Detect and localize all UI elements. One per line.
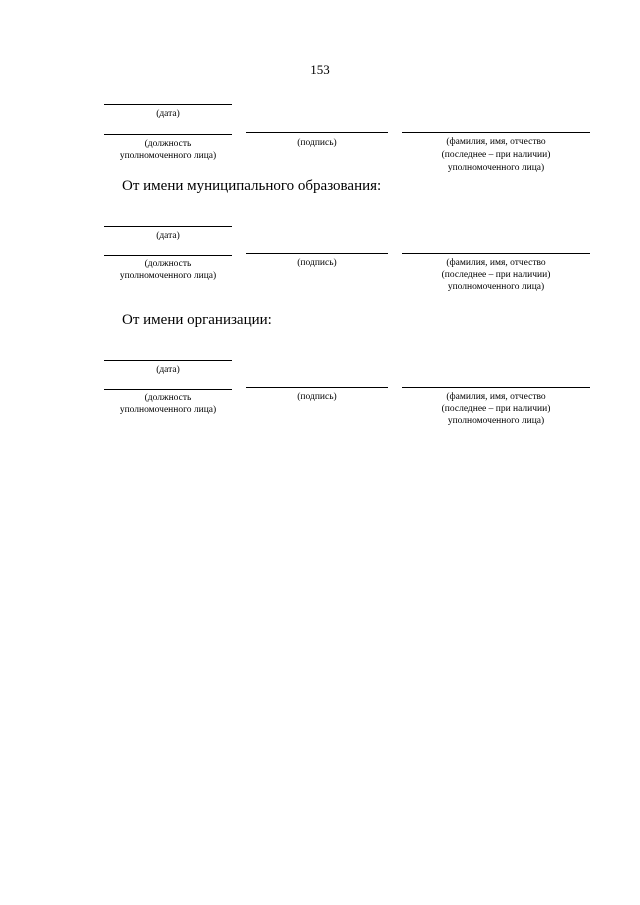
name-line — [402, 253, 590, 254]
name-line — [402, 387, 590, 388]
position-label-line-2: уполномоченного лица) — [119, 271, 217, 281]
name-label-line-1: (фамилия, имя, отчество — [446, 137, 546, 147]
signature-block-1 — [0, 104, 640, 234]
date-label: (дата) — [156, 365, 180, 375]
name-label-line-2: (последнее – при наличии) — [441, 150, 551, 160]
signature-label: (подпись) — [297, 392, 337, 402]
signature-block-3 — [0, 360, 640, 490]
name-label-line-3: уполномоченного лица) — [447, 163, 545, 173]
date-label: (дата) — [156, 109, 180, 119]
position-label-line-1: (должность — [144, 139, 192, 149]
position-label-line-2: уполномоченного лица) — [119, 405, 217, 415]
date-line — [104, 360, 232, 361]
name-label-line-3: уполномоченного лица) — [447, 282, 545, 292]
position-label-line-1: (должность — [144, 259, 192, 269]
name-label-line-1: (фамилия, имя, отчество — [446, 258, 546, 268]
section-title-organization: От имени организации: — [122, 312, 272, 328]
position-line — [104, 134, 232, 135]
position-label-line-1: (должность — [144, 393, 192, 403]
date-line — [104, 104, 232, 105]
name-line — [402, 132, 590, 133]
name-label-line-2: (последнее – при наличии) — [441, 270, 551, 280]
signature-line — [246, 132, 388, 133]
section-title-municipality: От имени муниципального образования: — [122, 178, 382, 194]
signature-block-2 — [0, 226, 640, 356]
date-line — [104, 226, 232, 227]
signature-label: (подпись) — [297, 138, 337, 148]
signature-line — [246, 387, 388, 388]
position-line — [104, 255, 232, 256]
name-label-line-1: (фамилия, имя, отчество — [446, 392, 546, 402]
position-label-line-2: уполномоченного лица) — [119, 151, 217, 161]
page-number: 153 — [310, 62, 330, 77]
name-label-line-2: (последнее – при наличии) — [441, 404, 551, 414]
date-label: (дата) — [156, 231, 180, 241]
position-line — [104, 389, 232, 390]
signature-line — [246, 253, 388, 254]
signature-label: (подпись) — [297, 258, 337, 268]
name-label-line-3: уполномоченного лица) — [447, 416, 545, 426]
